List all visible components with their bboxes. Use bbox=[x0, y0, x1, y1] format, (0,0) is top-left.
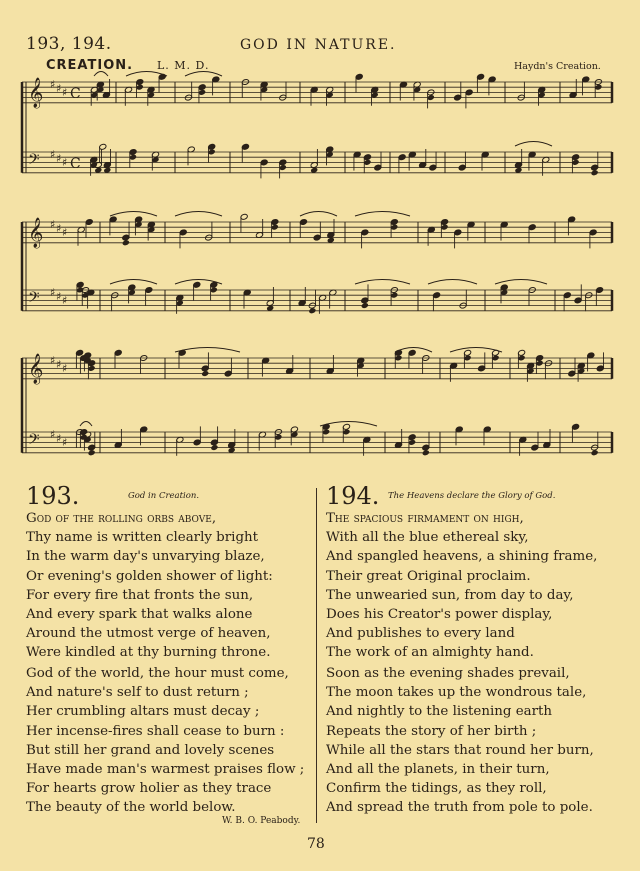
slur bbox=[515, 142, 552, 147]
sharp-icon: ♯ bbox=[56, 432, 62, 445]
note-head bbox=[422, 449, 430, 456]
verse-line: The beauty of the world below. bbox=[26, 800, 236, 816]
verse-line: Does his Creator's power display, bbox=[326, 606, 553, 622]
note-head bbox=[308, 307, 316, 314]
verse-line: Soon as the evening shades prevail, bbox=[326, 666, 570, 681]
sharp-icon: ♯ bbox=[62, 156, 68, 169]
slur bbox=[355, 280, 410, 285]
hymn-193-author: W. B. O. Peabody. bbox=[222, 816, 301, 826]
sharp-icon: ♯ bbox=[56, 222, 62, 235]
note-head bbox=[210, 444, 218, 451]
sharp-icon: ♯ bbox=[62, 436, 68, 449]
verse-line: And all the planets, in their turn, bbox=[326, 761, 550, 777]
verse-line: Or evening's golden shower of light: bbox=[26, 568, 273, 584]
sharp-icon: ♯ bbox=[50, 218, 56, 231]
verse-line: For every fire that fronts the sun, bbox=[26, 587, 254, 603]
note-head bbox=[591, 169, 599, 176]
slur bbox=[355, 212, 410, 217]
verse-line: Their great Original proclaim. bbox=[326, 568, 531, 584]
slur bbox=[175, 212, 222, 217]
verse-line: But still her grand and lovely scenes bbox=[26, 742, 275, 758]
note-head bbox=[591, 449, 599, 456]
time-signature: C bbox=[70, 86, 81, 102]
verse-line: The spacious firmament on high, bbox=[326, 511, 524, 526]
verse-line: And nature's self to dust return ; bbox=[26, 685, 249, 701]
verse-line: In the warm day's unvarying blaze, bbox=[26, 549, 265, 565]
sharp-icon: ♯ bbox=[50, 148, 56, 161]
hymn-193-number: 193. bbox=[26, 482, 80, 510]
verse-line: The moon takes up the wondrous tale, bbox=[326, 685, 587, 701]
sharp-icon: ♯ bbox=[62, 86, 68, 99]
sharp-icon: ♯ bbox=[56, 358, 62, 371]
hymn-193-stanza-1 bbox=[26, 509, 273, 663]
verse-line: And spangled heavens, a shining frame, bbox=[326, 549, 598, 565]
verse-line: Were kindled at thy burning throne. bbox=[26, 645, 271, 661]
hymn-194-stanza-2 bbox=[326, 664, 594, 818]
verse-line: Around the utmost verge of heaven, bbox=[26, 626, 271, 642]
treble-clef-icon: 𝄞 bbox=[28, 218, 44, 248]
verse-line: Confirm the tidings, as they roll, bbox=[326, 781, 547, 797]
tune-meter: L. M. D. bbox=[157, 59, 210, 72]
verse-line: Her incense-fires shall cease to burn : bbox=[26, 723, 285, 739]
verse-line: And every spark that walks alone bbox=[26, 606, 253, 622]
slur bbox=[110, 212, 157, 217]
tune-name: CREATION. bbox=[46, 58, 134, 73]
verse-line: While all the stars that round her burn, bbox=[326, 742, 594, 758]
music-score bbox=[0, 70, 640, 470]
sharp-icon: ♯ bbox=[56, 82, 62, 95]
slur bbox=[428, 280, 477, 285]
slur bbox=[495, 280, 547, 285]
sharp-icon: ♯ bbox=[50, 428, 56, 441]
verse-line: And nightly to the listening earth bbox=[326, 704, 553, 720]
tune-source: Haydn's Creation. bbox=[514, 61, 601, 72]
verse-line: The unwearied sun, from day to day, bbox=[326, 587, 574, 603]
hymn-193-subtitle: God in Creation. bbox=[128, 491, 200, 501]
sharp-icon: ♯ bbox=[56, 290, 62, 303]
column-divider bbox=[316, 488, 317, 823]
hymn-194-number: 194. bbox=[326, 482, 380, 510]
sharp-icon: ♯ bbox=[50, 354, 56, 367]
sharp-icon: ♯ bbox=[62, 226, 68, 239]
slur bbox=[80, 422, 92, 427]
verse-line: Have made man's warmest praises flow ; bbox=[26, 761, 305, 777]
bass-clef-icon: 𝄢 bbox=[28, 151, 40, 172]
note-head bbox=[122, 239, 130, 246]
note-head bbox=[201, 370, 209, 377]
sharp-icon: ♯ bbox=[50, 78, 56, 91]
sharp-icon: ♯ bbox=[56, 152, 62, 165]
verse-line: And publishes to every land bbox=[326, 626, 515, 642]
hymn-194-subtitle: The Heavens declare the Glory of God. bbox=[388, 491, 556, 501]
hymn-193-stanza-2 bbox=[26, 664, 304, 818]
section-title: GOD IN NATURE. bbox=[240, 37, 397, 53]
bass-clef-icon: 𝄢 bbox=[28, 431, 40, 452]
treble-clef-icon: 𝄞 bbox=[28, 78, 44, 108]
verse-line: Thy name is written clearly bright bbox=[26, 530, 259, 546]
slur bbox=[110, 280, 157, 285]
verse-line: The work of an almighty hand. bbox=[326, 645, 534, 661]
verse-line: And spread the truth from pole to pole. bbox=[326, 800, 593, 816]
note-head bbox=[88, 449, 96, 456]
verse-line: Her crumbling altars must decay ; bbox=[26, 704, 260, 720]
hymn-numbers-header: 193, 194. bbox=[26, 34, 112, 54]
sharp-icon: ♯ bbox=[62, 362, 68, 375]
treble-clef-icon: 𝄞 bbox=[28, 354, 44, 384]
slur bbox=[185, 72, 222, 77]
bass-clef-icon: 𝄢 bbox=[28, 289, 40, 310]
slur bbox=[300, 212, 337, 217]
hymn-194-stanza-1 bbox=[326, 509, 597, 663]
time-signature: C bbox=[70, 156, 81, 172]
verse-line: God of the rolling orbs above, bbox=[26, 511, 217, 526]
verse-line: Repeats the story of her birth ; bbox=[326, 723, 537, 739]
verse-line: With all the blue ethereal sky, bbox=[326, 530, 529, 546]
page-number: 78 bbox=[307, 836, 325, 852]
sharp-icon: ♯ bbox=[62, 294, 68, 307]
sharp-icon: ♯ bbox=[50, 286, 56, 299]
slur bbox=[94, 72, 108, 77]
verse-line: God of the world, the hour must come, bbox=[26, 666, 289, 681]
verse-line: For hearts grow holier as they trace bbox=[26, 781, 272, 797]
note-head bbox=[361, 302, 369, 309]
